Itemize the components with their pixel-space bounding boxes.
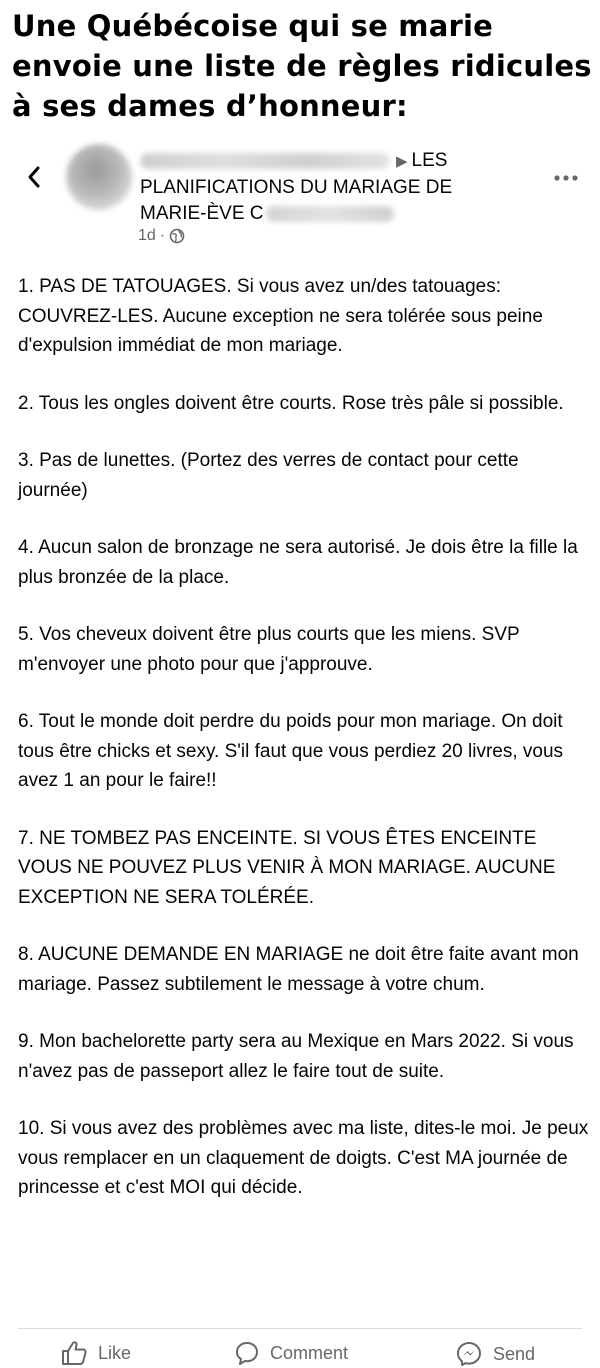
like-button[interactable] — [60, 1340, 131, 1366]
post-meta — [138, 227, 185, 245]
post-actions — [0, 1336, 600, 1363]
messenger-icon — [455, 1340, 483, 1368]
more-options-button[interactable] — [552, 168, 580, 188]
actions-divider — [18, 1328, 582, 1329]
blurred-author-name — [140, 153, 390, 169]
thumbs-up-icon — [60, 1340, 88, 1366]
more-horizontal-icon — [553, 174, 579, 182]
rule-item: 9. Mon bachelorette party sera au Mexique en Mars 2022. Si vous n'avez pas de passeport allez le faire tout de suite. — [18, 1031, 574, 1082]
rule-item: 5. Vos cheveux doivent être plus courts que les miens. SVP m'envoyer une photo pour que j'approuve. — [18, 624, 520, 675]
globe-icon — [169, 228, 185, 244]
group-title-line3: MARIE-ÈVE C — [140, 203, 264, 224]
post-time[interactable]: 1d — [138, 227, 156, 244]
meta-separator: · — [159, 227, 166, 244]
rule-item: 4. Aucun salon de bronzage ne sera autorisé. Je dois être la fille la plus bronzée de la place. — [18, 537, 578, 588]
path-arrow: ▶ — [396, 153, 408, 170]
blurred-surname — [266, 206, 394, 222]
like-label: Like — [98, 1342, 132, 1363]
group-title-prefix: LES — [411, 150, 448, 171]
rule-item: 2. Tous les ongles doivent être courts. Rose très pâle si possible. — [18, 392, 564, 414]
rule-item: 1. PAS DE TATOUAGES. Si vous avez un/des tatouages: COUVREZ-LES. Aucune exception ne sera tolérée sous peine d'expulsion immédiat de mon mariage. — [18, 276, 543, 356]
rule-item: 3. Pas de lunettes. (Portez des verres de contact pour cette journée) — [18, 450, 519, 501]
rule-item: 7. NE TOMBEZ PAS ENCEINTE. SI VOUS ÊTES ENCEINTE VOUS NE POUVEZ PLUS VENIR À MON MARIAGE. AUCUNE EXCEPTION NE SERA TOLÉRÉE. — [18, 827, 556, 908]
comment-label: Comment — [270, 1342, 349, 1363]
back-button[interactable] — [20, 162, 48, 192]
post-header — [0, 140, 600, 255]
headline: Une Québécoise qui se marie envoie une liste de règles ridicules à ses dames d’honneur: — [12, 9, 592, 123]
send-button[interactable] — [455, 1340, 535, 1368]
send-label: Send — [493, 1343, 536, 1364]
rule-item: 6. Tout le monde doit perdre du poids pour mon mariage. On doit tous être chicks et sexy. S'il faut que vous perdiez 20 livres, vous avez 1 an pour le faire!! — [18, 711, 564, 791]
post-title[interactable] — [140, 148, 540, 227]
chevron-left-icon — [26, 165, 42, 189]
group-title-line2: PLANIFICATIONS DU MARIAGE DE — [140, 177, 453, 198]
avatar[interactable] — [66, 144, 132, 210]
comment-icon — [234, 1340, 260, 1366]
post-body — [18, 272, 590, 1231]
comment-button[interactable] — [234, 1340, 348, 1366]
rule-item: 10. Si vous avez des problèmes avec ma liste, dites-le moi. Je peux vous remplacer en un claquement de doigts. C'est MA journée de princesse et c'est MOI qui décide. — [18, 1118, 589, 1198]
rule-item: 8. AUCUNE DEMANDE EN MARIAGE ne doit être faite avant mon mariage. Passez subtilement le message à votre chum. — [18, 944, 579, 995]
